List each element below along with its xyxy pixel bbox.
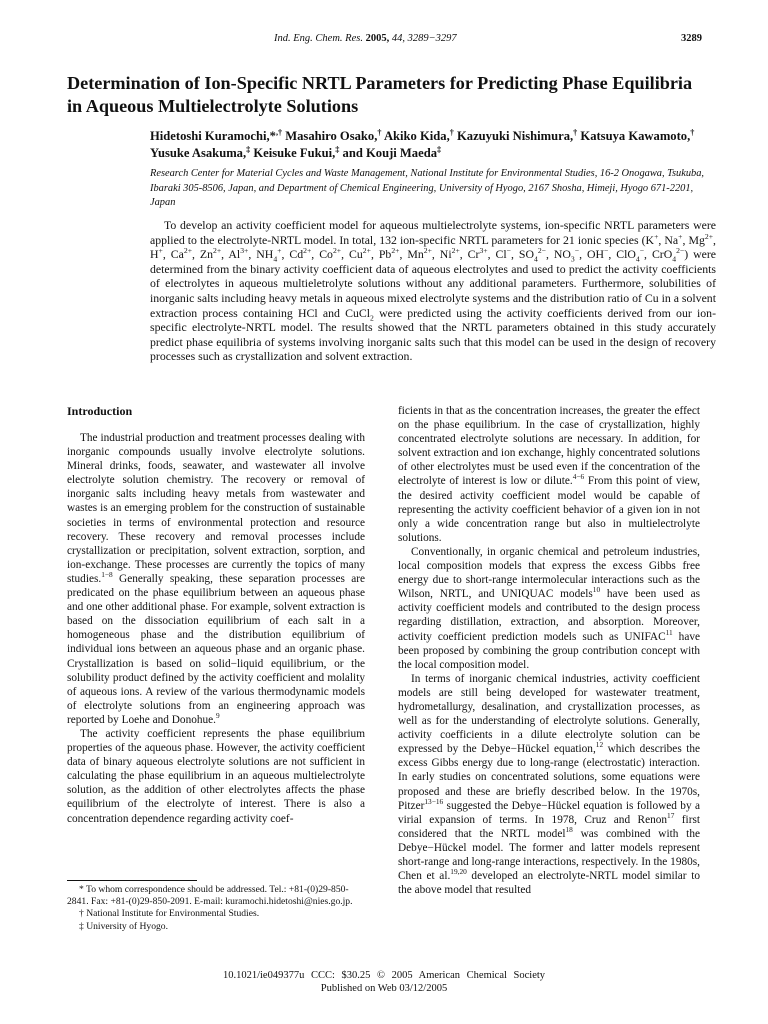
page-number: 3289 — [681, 33, 702, 44]
right-column — [398, 404, 700, 897]
paragraph: The activity coefficient represents the phase equilibrium properties of the aqueous phase. However, the activity coefficient data of binary aqueous electrolyte solutions are not sufficient in calculating the phase equilibrium in an aqueous multielectrolyte solution, as the addition of other electrolytes affects the phase equilibrium of the electrolyte of interest. There is also a concentration dependence regarding activity coef- — [67, 727, 365, 825]
footnotes — [67, 884, 365, 933]
footnote-affil-2: ‡ University of Hyogo. — [79, 920, 168, 932]
paragraph: In terms of inorganic chemical industries, activity coefficient models are still being developed for wastewater treatment, hydrometallurgy, desalination, and crystallization processes, as well as for the understanding of electrolyte solutions. Generally, activity coefficients in a dilute electrolyte solution can be expressed by the Debye−Hückel equation,$^{12}$ which describes the excess Gibbs energy due to long-range (electrostatic) interaction. In early studies on concentrated solutions, some equations were proposed and these are briefly described below. In the 1970s, Pitzer$^{13-16}$ suggested the Debye−Hückel equation is followed by a virial expansion of terms. In 1978, Cruz and Renon$^{17}$ first considered that the NRTL model$^{18}$ was combined with the Debye−Hückel model. The former and latter models represent short-range and long-range interactions, respectively. In the 1980s, Chen et al.$^{19,20}$ developed an electrolyte-NRTL model similar to the above model that resulted — [398, 672, 700, 897]
doi-copyright-line: 10.1021/ie049377u CCC: $30.25 © 2005 American Chemical Society — [222, 970, 546, 981]
section-heading-introduction: Introduction — [67, 404, 133, 418]
paragraph: The industrial production and treatment processes dealing with inorganic compounds usually involve electrolyte solutions. Mineral drinks, foods, seawater, and wastewater all involve electrolyte solution chemistry. The recovery or removal of inorganic salts including heavy metals from wastewater and wastes is an emerging problem for the construction of sustainable societies in terms of environmental protection and resource recovery. These recovery and removal processes include crystallization or precipitation, solvent extraction, sorption, and ion-exchange. These processes are currently the topics of many studies.$^{1-8}$ Generally speaking, these separation processes are predicated on the phase equilibrium between an aqueous phase and one other additional phase. For example, solvent extraction is based on the dissociation equilibrium of each salt in a homogeneous phase and the distribution equilibrium of individual ions between an aqueous phase and an organic phase. Crystallization is based on solid−liquid equilibrium, or the solubility product defined by the activity coefficient and molality of aqueous ions. A review of the various thermodynamic models of electrolyte solutions from an engineering approach was reported by Loehe and Donohue.$^9$ — [67, 432, 365, 726]
page-footer — [0, 970, 768, 995]
author-list: Hidetoshi Kuramochi,*,† Masahiro Osako,† Akiko Kida,† Kazuyuki Nishimura,† Katsuya Kawamoto,† Yusuke Asakuma,‡ Keisuke Fukui,‡ and Kouji Maeda‡ — [150, 127, 695, 160]
paragraph: Conventionally, in organic chemical and petroleum industries, local composition models that express the excess Gibbs free energy due to short-range intermolecular interactions such as the Wilson, NRTL, and UNIQUAC models$^{10}$ have been used as activity coefficient models and contributed to the design process regarding distillation, extraction, and absorption. Moreover, activity coefficient prediction models such as UNIFAC$^{11}$ have been proposed by combining the group contribution concept with the local composition model. — [398, 545, 700, 671]
journal-citation: Ind. Eng. Chem. Res. 2005, 44, 3289−3297 — [274, 33, 457, 44]
paragraph: ficients in that as the concentration increases, the greater the effect on the phase equilibrium. In the case of crystallization, highly concentrated electrolyte solutions are necessary. In addition, for solvent extraction and ion exchange, highly concentrated solutions of other electrolytes must be used even if the concentration of the electrolyte of interest is low or dilute.$^{4-6}$ From this point of view, the desired activity coefficient model would be capable of representing the activity coefficient behavior of a given ion in not only a wide concentration range but also in multielectrolyte solutions. — [398, 405, 701, 544]
affiliations: Research Center for Material Cycles and Waste Management, National Institute for Environmental Studies, 16-2 Onogawa, Tsukuba, Ibaraki 305-8506, Japan, and Department of Chemical Engineering, University of Hyogo, 2167 Shosha, Himeji, Hyogo 671-2201, Japan — [150, 168, 705, 209]
footnote-affil-1: † National Institute for Environmental Studies. — [79, 908, 260, 920]
abstract: To develop an activity coefficient model for aqueous multielectrolyte systems, ion-specific NRTL parameters were applied to the electrolyte-NRTL model. In total, 132 ion-specific NRTL parameters for 21 ionic species (K+, Na+, $Mg^{2+}$, H+, $Ca^{2+}$, $Zn^{2+}$, $Al^{3+}$, $NH_4^+$, $Cd^{2+}$, $Co^{2+}$, $Cu^{2+}$, $Pb^{2+}$, $Mn^{2+}$, $Ni^{2+}$, $Cr^{3+}$, Cl−, $SO_4^{2-}$, $NO_3^-$, OH−, ClO$_4$−, CrO$_4^{2-}$) were determined from the binary activity coefficient data of aqueous electrolytes and used to predict the activity coefficients of electrolytes in aqueous multieletrolyte solutions without any additional parameters. Furthermore, solubilities of inorganic salts including heavy metals in aqueous mixed electrolyte systems and the distribution ratio of Cu in a solvent extraction process containing HCl and CuCl$_2$ were predicted using the activity coefficients derived from our ion-specific electrolyte-NRTL model. The results showed that the NRTL parameters obtained in this study accurately predict phase equilibria of systems involving inorganic salts such that this model can be used in the design of recovery processes such as crystallization and solvent extraction. — [150, 218, 717, 364]
running-header — [0, 33, 768, 47]
publication-date: Published on Web 03/12/2005 — [320, 982, 448, 994]
footnote-corresponding: * To whom correspondence should be addressed. Tel.: +81-(0)29-850-2841. Fax: +81-(0)29-850-2091. E-mail: kuramochi.hidetoshi@nies.go.jp. — [67, 884, 353, 908]
paper-title: Determination of Ion-Specific NRTL Parameters for Predicting Phase Equilibria in Aqueous Multielectrolyte Solutions — [67, 73, 693, 116]
left-column — [67, 404, 365, 826]
footnote-rule — [67, 880, 197, 881]
